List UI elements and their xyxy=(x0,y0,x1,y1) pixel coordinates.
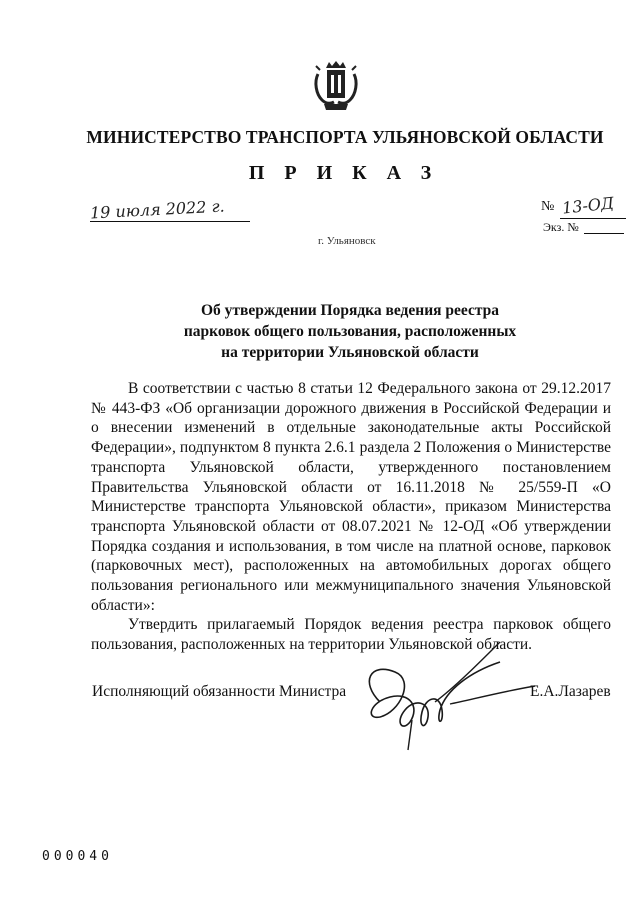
copy-number-label: Экз. № xyxy=(543,220,579,234)
document-title xyxy=(160,300,540,363)
page-number: 000040 xyxy=(42,849,113,864)
order-number-label: № xyxy=(541,199,555,214)
body-paragraph: В соответствии с частью 8 статьи 12 Федерального закона от 29.12.2017 № 443-ФЗ «Об организации дорожного движения в Российской Федерации и о внесении изменений в отдельные законодательные акты Российской Федерации», подпунктом 8 пункта 2.6.1 раздела 2 Положения о Министерстве транспорта Ульяновской области, утвержденного постановлением Правительства Ульяновской области от 16.11.2018 № 25/559-П «О Министерстве транспорта Ульяновской области», приказом Министерства транспорта Ульяновской области от 08.07.2021 № 12-ОД «Об утверждении Порядка создания и использования, в том числе на платной основе, парковок (парковочных мест), расположенных на автомобильных дорогах общего пользования регионального или межмуниципального значения Ульяновской области»: xyxy=(91,380,611,614)
coat-of-arms-icon xyxy=(312,60,360,114)
ministry-name: МИНИСТЕРСТВО ТРАНСПОРТА УЛЬЯНОВСКОЙ ОБЛАСТИ xyxy=(86,127,604,147)
city: г. Ульяновск xyxy=(318,235,376,247)
signatory-name: Е.А.Лазарев xyxy=(530,683,611,700)
handwritten-signature xyxy=(340,632,540,762)
document-body xyxy=(91,379,611,655)
date-underline xyxy=(90,221,250,222)
title-line: Об утверждении Порядка ведения реестра xyxy=(200,302,500,319)
title-line: на территории Ульяновской области xyxy=(221,344,479,361)
signatory-role: Исполняющий обязанности Министра xyxy=(92,683,347,700)
copy-number-underline xyxy=(584,233,624,234)
body-paragraph: Утвердить прилагаемый Порядок ведения реестра парковок общего пользования, расположенных на территории Ульяновской области. xyxy=(91,616,611,654)
handwritten-order-number: 13-ОД xyxy=(561,193,615,218)
document-type: ПРИКАЗ xyxy=(248,162,452,184)
title-line: парковок общего пользования, расположенных xyxy=(183,323,517,340)
number-underline xyxy=(560,218,626,219)
handwritten-date: 19 июля 2022 г. xyxy=(89,196,226,223)
